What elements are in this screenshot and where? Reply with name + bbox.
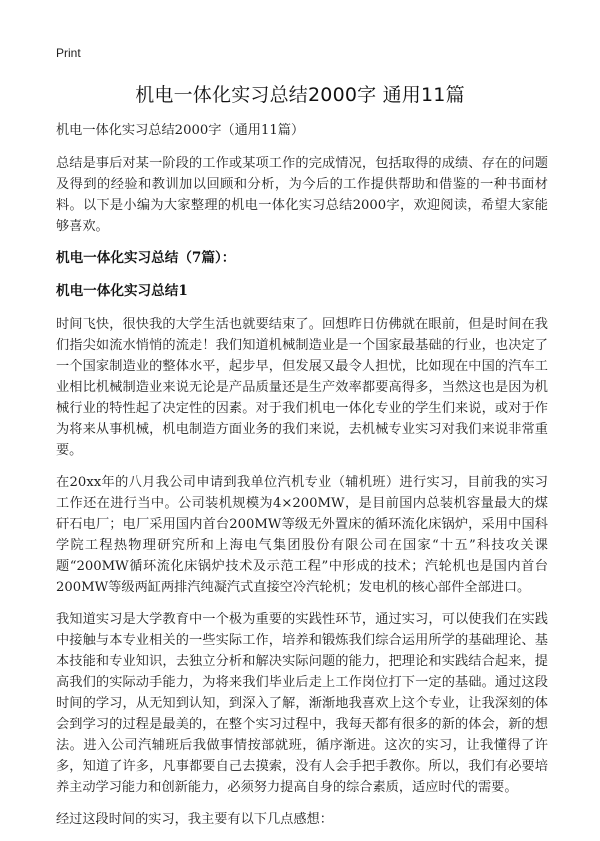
body-paragraph: 时间飞快，很快我的大学生活也就要结束了。回想昨日仿佛就在眼前，但是时间在我们指尖如流水悄悄的流走！我们知道机械制造业是一个国家最基础的行业，也决定了一个国家制造业的整体水平，起步早，但发展又最令人担忧，比如现在中国的汽车工业相比机械制造业来说无论是产品质量还是生产效率都要高得多，当然这也是因为机械行业的特性起了决定性的因素。对于我们机电一体化专业的学生们来说，或对于作为将来从事机械，机电制造方面业务的我们来说，去机械专业实习对我们来说非常重要。 bbox=[56, 317, 548, 458]
sub-heading: 机电一体化实习总结1 bbox=[56, 283, 188, 299]
document-title: 机电一体化实习总结2000字 通用11篇 bbox=[135, 84, 465, 106]
body-paragraph: 经过这段时间的实习，我主要有以下几点感想： bbox=[56, 812, 333, 827]
document-subtitle: 机电一体化实习总结2000字（通用11篇） bbox=[56, 123, 305, 138]
body-paragraph: 在20xx年的八月我公司申请到我单位汽机专业（辅机班）进行实习，目前我的实习工作还在进行当中。公司装机规模为4×200MW，是目前国内总装机容量最大的煤矸石电厂；电厂采用国内首台200MW等级无外置床的循环流化床锅炉，采用中国科学院工程热物理研究所和上海电气集团股份有限公司在国家“十五”科技攻关课题“200MW循环流化床锅炉技术及示范工程”中形成的技术；汽轮机也是国内首台200MW等级两缸两排汽纯凝汽式直接空冷汽轮机；发电机的核心部件全部进口。 bbox=[56, 475, 548, 595]
print-label[interactable]: Print bbox=[56, 46, 81, 60]
intro-paragraph: 总结是事后对某一阶段的工作或某项工作的完成情况，包括取得的成绩、存在的问题及得到的经验和教训加以回顾和分析，为今后的工作提供帮助和借鉴的一种书面材料。以下是小编为大家整理的机电一体化实习总结2000字，欢迎阅读，希望大家能够喜欢。 bbox=[56, 156, 548, 234]
section-heading: 机电一体化实习总结（7篇）： bbox=[56, 250, 236, 266]
document-body bbox=[56, 120, 548, 841]
body-paragraph: 我知道实习是大学教育中一个极为重要的实践性环节，通过实习，可以使我们在实践中接触与本专业相关的一些实际工作，培养和锻炼我们综合运用所学的基础理论、基本技能和专业知识，去独立分析和解决实际问题的能力，把理论和实践结合起来，提高我们的实际动手能力，为将来我们毕业后走上工作岗位打下一定的基础。通过这段时间的学习，从无知到认知，到深入了解，渐渐地我喜欢上这个专业，让我深刻的体会到学习的过程是最美的，在整个实习过程中，我每天都有很多的新的体会，新的想法。进入公司汽辅班后我做事情按部就班，循序渐进。这次的实习，让我懂得了许多，知道了许多，凡事都要自己去摸索，没有人会手把手教你。所以，我们有必要培养主动学习能力和创新能力，必须努力提高自身的综合素质，适应时代的需要。 bbox=[56, 612, 548, 795]
